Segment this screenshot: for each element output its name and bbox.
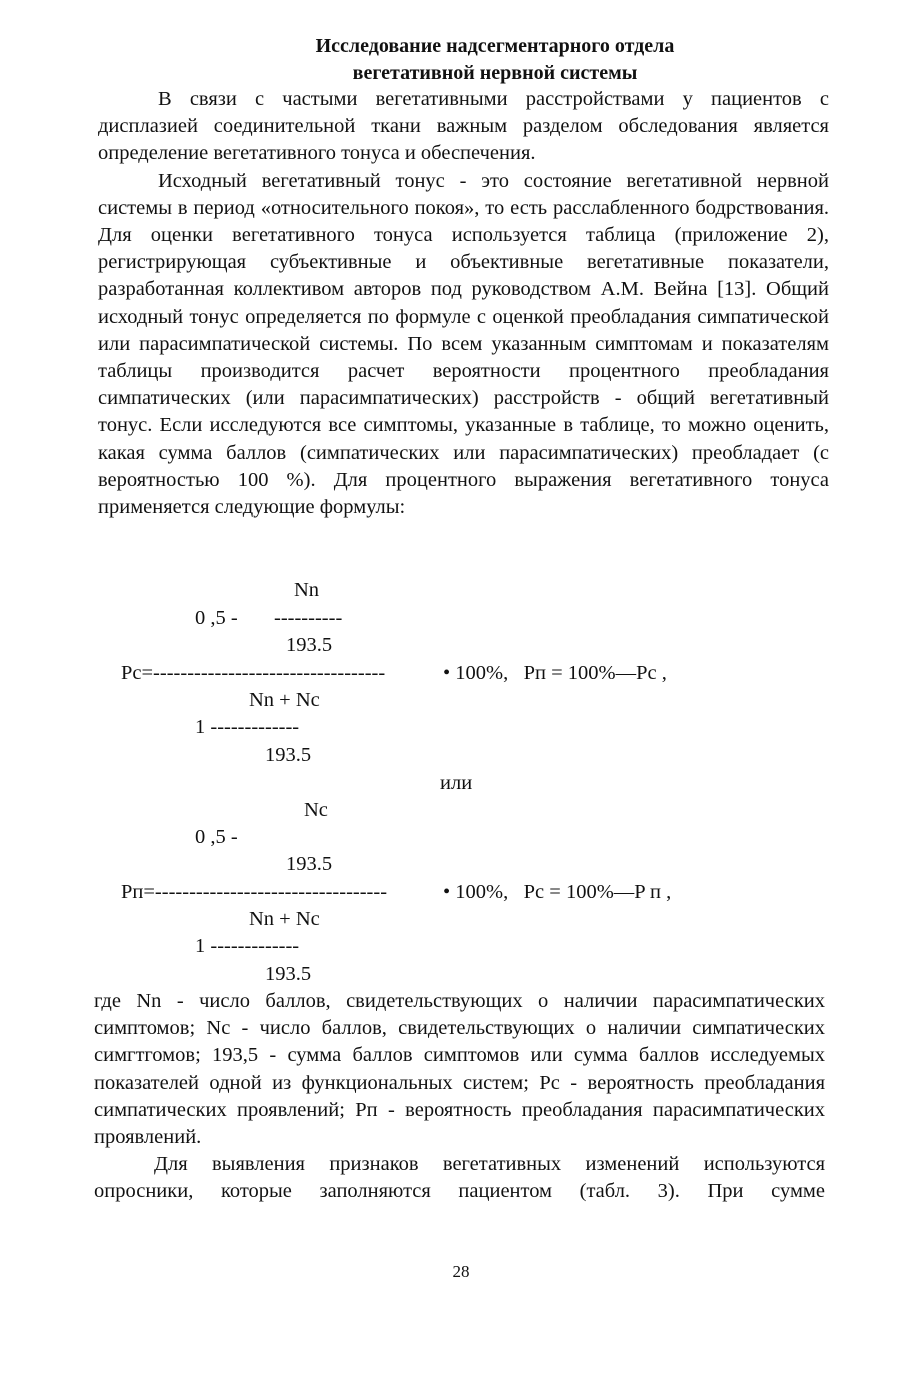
paragraph-intro: В связи с частыми вегетативными расстройствами у пациентов с дисплазией соединительной ткани важным разделом обследования является определение вегетативного тонуса и обеспечения. bbox=[98, 88, 829, 165]
formula-pp-numerator-top: Nc bbox=[304, 799, 328, 821]
formula-pc-denominator-denominator: 193.5 bbox=[265, 744, 312, 766]
section-title-line-1: Исследование надсегментарного отдела bbox=[315, 35, 675, 57]
body-text-upper bbox=[98, 86, 829, 521]
paragraph-legend: где Nn - число баллов, свидетельствующих о наличии парасимпатических симптомов; Nc - число баллов, свидетельствующих о наличии симпатических симгтгомов; 193,5 - сумма баллов симптомов или сумма баллов исследуемых показателей одной из функциональных систем; Рс - вероятность преобладания симпатических проявлений; Рп - вероятность преобладания парасимпатических проявлений. bbox=[94, 990, 825, 1149]
formula-pc-numerator-top: Nn bbox=[294, 579, 320, 601]
formula-pp-numerator-denominator: 193.5 bbox=[286, 853, 333, 875]
formula-pc-lhs: Pc=---------------------------------- bbox=[121, 662, 386, 684]
formula-pp-lhs: Pп=---------------------------------- bbox=[121, 881, 388, 903]
formula-pp-denominator-top: Nn + Nc bbox=[249, 908, 320, 930]
formula-pp-denominator-left: 1 ------------- bbox=[195, 935, 300, 957]
formula-pc-numerator-bar: ---------- bbox=[274, 607, 343, 629]
formula-pp-numerator-left: 0 ,5 - bbox=[195, 826, 238, 848]
formula-pc-numerator-left: 0 ,5 - bbox=[195, 607, 238, 629]
formula-pc-denominator-top: Nn + Nc bbox=[249, 689, 320, 711]
formula-separator-or: или bbox=[440, 772, 473, 794]
formula-pc-numerator-denominator: 193.5 bbox=[286, 634, 333, 656]
formula-pp-rhs: • 100%, Pc = 100%—P п , bbox=[443, 881, 672, 903]
paragraph-vegetative-tonus: Исходный вегетативный тонус - это состояние вегетативной нервной системы в период «относительного покоя», то есть расслабленного бодрствования. Для оценки вегетативного тонуса используется таблица (приложение 2), регистрирующая субъективные и объективные вегетативные показатели, разработанная коллективом авторов под руководством А.М. Вейна [13]. Общий исходный тонус определяется по формуле с оценкой преобладания симпатической или парасимпатической системы. По всем указанным симптомам и показателям таблицы производится расчет вероятности процентного преобладания симпатических (или парасимпатических) расстройств - общий вегетативный тонус. Если исследуются все симптомы, указанные в таблице, то можно оценить, какая сумма баллов (симпатических или парасимпатических) преобладает (с вероятностью 100 %). Для процентного выражения вегетативного тонуса применяется следующие формулы: bbox=[98, 169, 829, 519]
formula-pc-rhs: • 100%, Pп = 100%—Pc , bbox=[443, 662, 667, 684]
paragraph-questionnaires: Для выявления признаков вегетативных изменений используются опросники, которые заполняются пациентом (табл. 3). При сумме bbox=[94, 1153, 825, 1203]
section-title-line-2: вегетативной нервной системы bbox=[352, 62, 638, 84]
page-number: 28 bbox=[452, 1262, 470, 1281]
formula-pp-denominator-denominator: 193.5 bbox=[265, 963, 312, 985]
body-text-lower bbox=[94, 988, 825, 1206]
formula-pc-denominator-left: 1 ------------- bbox=[195, 716, 300, 738]
